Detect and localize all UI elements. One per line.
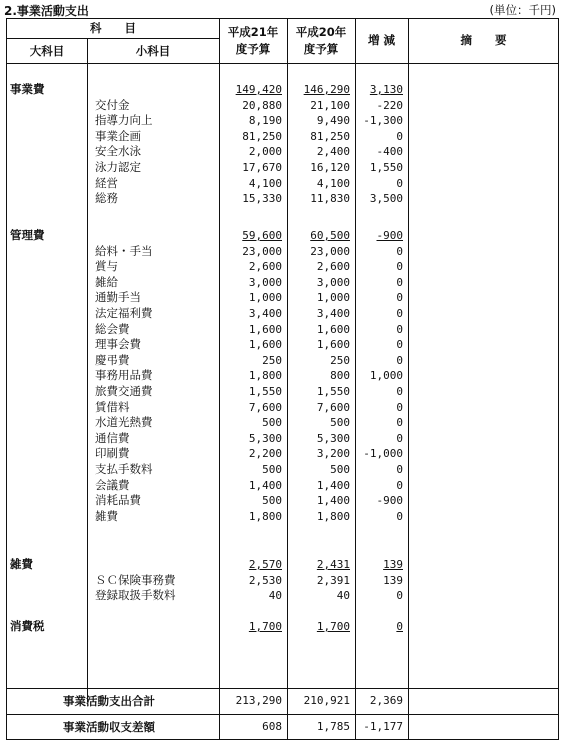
item-name: 総務	[95, 191, 118, 206]
section-h20-subtotal: 60,500	[310, 229, 350, 242]
item-name: 事業企画	[95, 128, 141, 143]
item-diff: 0	[396, 338, 403, 352]
item-name: 水道光熱費	[95, 415, 153, 430]
item-diff: 0	[396, 322, 403, 336]
item-diff: 3,500	[369, 192, 403, 206]
item-h20: 3,000	[316, 275, 350, 289]
item-diff: 0	[396, 176, 403, 190]
item-h20: 1,800	[316, 509, 350, 523]
item-diff: 1,550	[369, 161, 403, 174]
item-diff: 1,000	[369, 369, 403, 383]
header-h21-line1: 平成21年	[227, 25, 279, 39]
item-diff: 0	[396, 463, 403, 476]
item-h21: 1,000	[248, 291, 282, 305]
item-diff: -400	[376, 145, 403, 159]
col-divider-diff	[408, 19, 409, 740]
item-h21: 1,600	[248, 338, 282, 352]
section-diff-subtotal: 0	[396, 620, 403, 633]
item-h21: 2,000	[248, 145, 282, 159]
balance-h20: 1,785	[316, 720, 350, 733]
item-h21: 23,000	[242, 244, 282, 258]
item-name: 賞与	[95, 259, 118, 274]
item-h20: 1,400	[316, 478, 350, 492]
item-name: 総会費	[95, 321, 130, 336]
item-diff: 0	[396, 509, 403, 523]
section-h21-subtotal: 59,600	[242, 229, 282, 242]
total-label: 事業活動支出合計	[63, 694, 155, 708]
item-h21: 1,600	[248, 322, 282, 336]
item-name: 通信費	[95, 430, 130, 445]
item-h20: 1,600	[316, 322, 350, 336]
item-name: 指導力向上	[95, 113, 153, 128]
item-diff: 0	[396, 275, 403, 289]
total-h20: 210,921	[303, 694, 350, 707]
item-h21: 1,400	[248, 478, 282, 492]
header-h21-line2: 度予算	[235, 42, 271, 56]
item-h21: 7,600	[248, 400, 282, 414]
item-h20: 2,391	[316, 573, 350, 587]
item-h20: 1,000	[316, 291, 350, 305]
item-h20: 250	[330, 353, 350, 367]
item-h20: 23,000	[310, 244, 350, 258]
header-h20	[287, 24, 355, 58]
header-h21	[219, 24, 287, 58]
item-diff: 0	[396, 353, 403, 367]
header-sho: 小科目	[135, 44, 171, 58]
item-h20: 16,120	[310, 161, 350, 174]
totals-mid-line	[7, 714, 559, 715]
item-name: 交付金	[95, 97, 130, 112]
item-h21: 8,190	[248, 114, 282, 128]
item-h20: 4,100	[316, 176, 350, 190]
col-divider-dai	[87, 38, 88, 702]
header-kamoku: 科 目	[90, 21, 136, 35]
item-diff: 0	[396, 478, 403, 492]
item-h21: 1,800	[248, 369, 282, 383]
balance-diff: -1,177	[363, 720, 403, 733]
item-h21: 3,000	[248, 275, 282, 289]
item-name: 印刷費	[95, 446, 130, 461]
header-h20-line1: 平成20年	[295, 25, 347, 39]
item-h21: 4,100	[248, 176, 282, 190]
item-diff: 0	[396, 307, 403, 320]
section-diff-subtotal: -900	[376, 229, 403, 242]
item-diff: 0	[396, 589, 403, 603]
item-h20: 11,830	[310, 192, 350, 206]
item-diff: -900	[376, 494, 403, 508]
item-name: 雑費	[95, 508, 118, 523]
header-memo: 摘 要	[460, 33, 507, 47]
item-diff: 0	[396, 416, 403, 430]
item-h21: 500	[262, 463, 282, 476]
header-bottom-line	[7, 63, 559, 64]
section-h20-subtotal: 1,700	[316, 620, 350, 633]
item-h21: 500	[262, 416, 282, 430]
item-diff: 139	[383, 573, 403, 587]
total-diff: 2,369	[369, 694, 403, 707]
item-diff: -1,000	[363, 447, 403, 461]
item-h21: 20,880	[242, 98, 282, 112]
item-h21: 17,670	[242, 161, 282, 174]
item-name: 会議費	[95, 477, 130, 492]
header-h20-line2: 度予算	[303, 42, 339, 56]
section-h21-subtotal: 1,700	[248, 620, 282, 633]
item-h21: 2,530	[248, 573, 282, 587]
item-name: 泳力認定	[95, 160, 141, 174]
section-diff-subtotal: 3,130	[369, 83, 403, 96]
item-h21: 5,300	[248, 431, 282, 445]
item-name: 登録取扱手数料	[95, 588, 176, 603]
item-h20: 500	[330, 416, 350, 430]
item-h20: 7,600	[316, 400, 350, 414]
item-name: 法定福利費	[95, 306, 153, 320]
item-name: 消耗品費	[95, 493, 141, 508]
item-h20: 500	[330, 463, 350, 476]
item-name: 旅費交通費	[95, 384, 153, 398]
header-diff: 増 減	[367, 33, 395, 47]
item-h20: 9,490	[316, 114, 350, 128]
item-h21: 40	[268, 589, 282, 603]
item-diff: 0	[396, 431, 403, 445]
item-h21: 1,800	[248, 509, 282, 523]
balance-h21: 608	[262, 720, 282, 733]
item-h20: 2,400	[316, 145, 350, 159]
item-h21: 500	[262, 494, 282, 508]
budget-table	[6, 18, 559, 740]
item-name: 給料・手当	[95, 243, 153, 258]
item-name: 経営	[95, 175, 118, 190]
item-h20: 2,600	[316, 260, 350, 274]
item-h20: 1,600	[316, 338, 350, 352]
item-name: ＳＣ保険事務費	[95, 572, 176, 587]
item-name: 安全水泳	[95, 144, 141, 159]
item-name: 事務用品費	[95, 368, 153, 383]
item-h20: 3,200	[316, 447, 350, 461]
page-title: 2.事業活動支出	[4, 4, 89, 18]
section-name: 事業費	[10, 82, 45, 96]
item-name: 理事会費	[95, 337, 141, 352]
item-h20: 1,550	[316, 385, 350, 398]
item-h21: 81,250	[242, 129, 282, 143]
total-h21: 213,290	[235, 694, 282, 707]
section-diff-subtotal: 139	[383, 558, 403, 571]
balance-label: 事業活動収支差額	[63, 720, 155, 734]
item-name: 通勤手当	[95, 290, 141, 305]
section-name: 消費税	[10, 619, 45, 633]
header-dai: 大科目	[29, 44, 65, 58]
item-diff: -220	[376, 98, 403, 112]
item-h21: 3,400	[248, 307, 282, 320]
item-h20: 5,300	[316, 431, 350, 445]
unit-label: (単位：千円)	[489, 3, 556, 17]
item-diff: 0	[396, 291, 403, 305]
item-diff: 0	[396, 385, 403, 398]
section-name: 雑費	[10, 557, 33, 571]
item-name: 慶弔費	[95, 352, 130, 367]
item-name: 雑給	[95, 274, 118, 289]
item-h21: 1,550	[248, 385, 282, 398]
item-h20: 40	[336, 589, 350, 603]
item-diff: 0	[396, 400, 403, 414]
section-name: 管理費	[10, 228, 45, 242]
item-diff: 0	[396, 260, 403, 274]
header-split-line	[7, 38, 219, 39]
section-h21-subtotal: 2,570	[248, 558, 282, 571]
item-diff: 0	[396, 129, 403, 143]
item-h20: 800	[330, 369, 350, 383]
item-diff: 0	[396, 244, 403, 258]
section-h20-subtotal: 2,431	[316, 558, 350, 571]
item-h21: 250	[262, 353, 282, 367]
item-name: 賃借料	[95, 399, 130, 414]
item-h20: 3,400	[316, 307, 350, 320]
section-h21-subtotal: 149,420	[235, 83, 282, 96]
item-h20: 81,250	[310, 129, 350, 143]
item-h20: 21,100	[310, 98, 350, 112]
totals-top-line	[7, 688, 559, 689]
section-h20-subtotal: 146,290	[303, 83, 350, 96]
item-h20: 1,400	[316, 494, 350, 508]
item-h21: 2,200	[248, 447, 282, 461]
item-diff: -1,300	[363, 114, 403, 128]
item-h21: 2,600	[248, 260, 282, 274]
item-name: 支払手数料	[95, 462, 153, 476]
item-h21: 15,330	[242, 192, 282, 206]
